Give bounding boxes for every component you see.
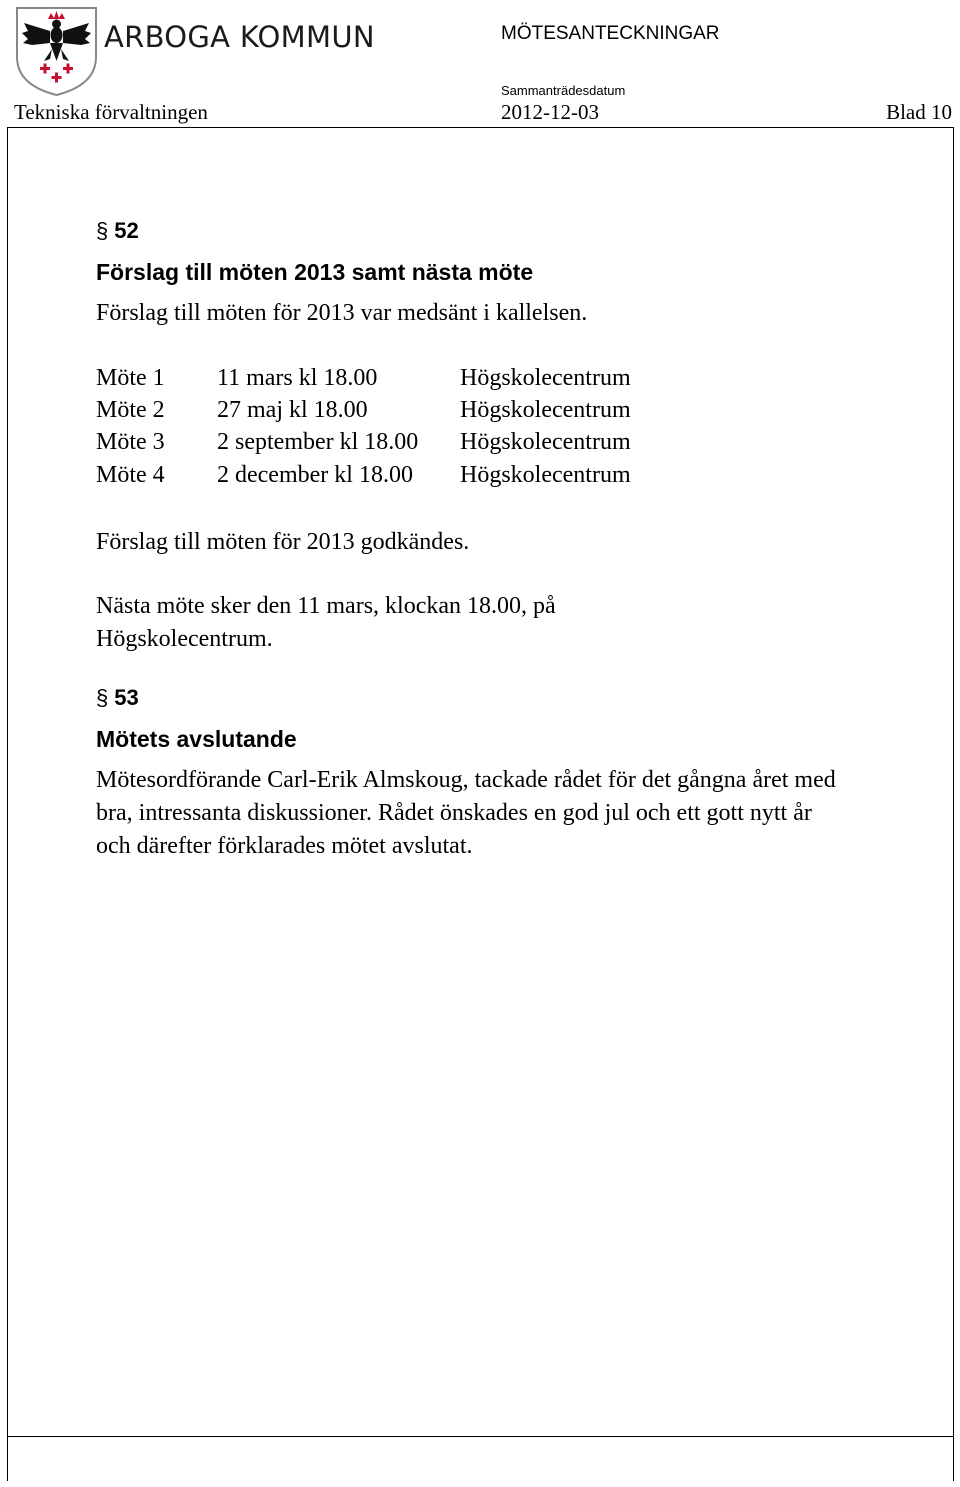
meeting-time: 2 december kl 18.00	[217, 462, 413, 488]
section-52-decision: Förslag till möten för 2013 godkändes.	[96, 529, 470, 555]
meeting-time: 27 maj kl 18.00	[217, 397, 368, 423]
section-52-next-meeting: Nästa möte sker den 11 mars, klockan 18.00, på Högskolecentrum.	[96, 593, 556, 652]
meeting-place: Högskolecentrum	[460, 397, 631, 423]
paragraph-symbol: §	[96, 685, 109, 710]
meeting-row	[96, 463, 796, 491]
section-53-body: Mötesordförande Carl-Erik Almskoug, tackade rådet för det gångna året med bra, intressanta diskussioner. Rådet önskades en god jul och ett gott nytt år och därefter förklarades mötet avslutat.	[96, 767, 836, 859]
section-number: 52	[114, 218, 139, 243]
meeting-time: 2 september kl 18.00	[217, 429, 419, 455]
document-type: MÖTESANTECKNINGAR	[501, 23, 720, 44]
section-52-intro: Förslag till möten för 2013 var medsänt i kallelsen.	[96, 300, 588, 326]
frame-left-border	[7, 127, 8, 1481]
section-52-number	[96, 220, 139, 242]
meeting-row	[96, 398, 796, 426]
meeting-place: Högskolecentrum	[460, 365, 631, 391]
section-number: 53	[114, 685, 139, 710]
section-53-title: Mötets avslutande	[96, 726, 297, 752]
frame-bottom-border	[7, 1436, 954, 1437]
section-52-title: Förslag till möten 2013 samt nästa möte	[96, 259, 534, 285]
meeting-place: Högskolecentrum	[460, 462, 631, 488]
meeting-row	[96, 430, 796, 458]
municipal-coat-of-arms-icon	[14, 5, 99, 97]
page-number: Blad 10	[886, 100, 952, 124]
frame-right-border	[953, 127, 954, 1481]
paragraph-symbol: §	[96, 218, 109, 243]
meeting-time: 11 mars kl 18.00	[217, 365, 378, 391]
meeting-row	[96, 366, 796, 394]
meeting-name: Möte 1	[96, 365, 165, 391]
organization-name: ARBOGA KOMMUN	[104, 20, 375, 54]
department-name: Tekniska förvaltningen	[14, 100, 208, 124]
meeting-place: Högskolecentrum	[460, 429, 631, 455]
meeting-name: Möte 3	[96, 429, 165, 455]
meeting-date: 2012-12-03	[501, 100, 599, 124]
meeting-name: Möte 4	[96, 462, 165, 488]
frame-top-border	[7, 127, 954, 128]
date-label: Sammanträdesdatum	[501, 83, 626, 98]
section-53-number	[96, 687, 139, 709]
meeting-name: Möte 2	[96, 397, 165, 423]
